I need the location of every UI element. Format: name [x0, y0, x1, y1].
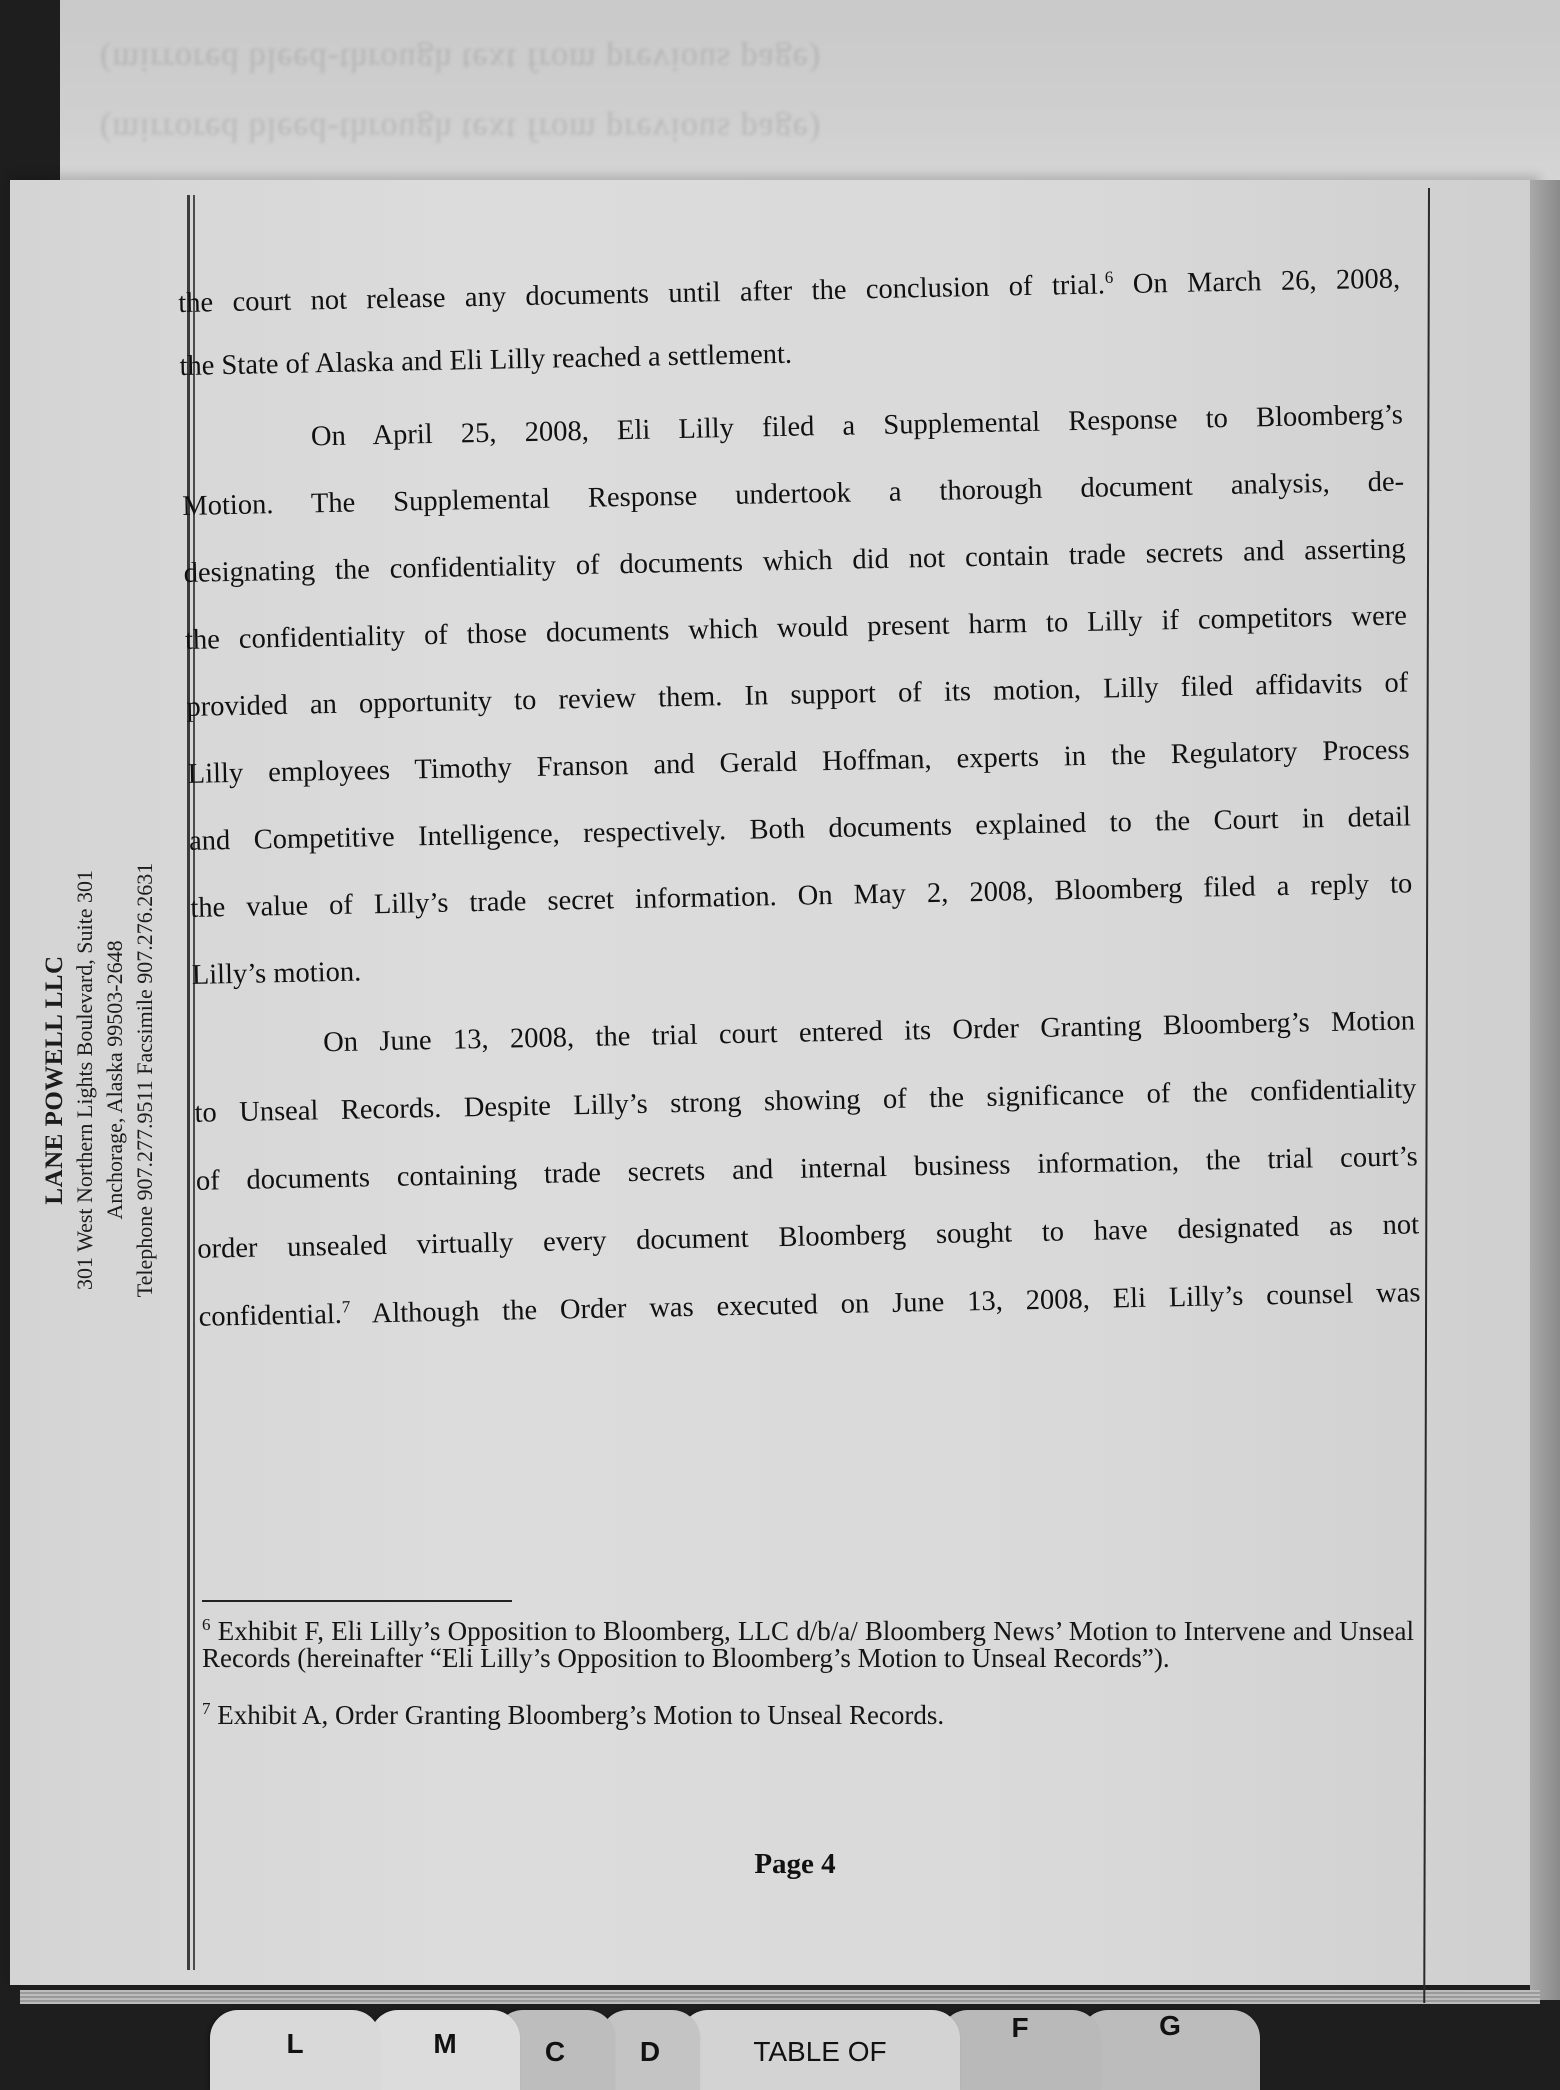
page-number: Page 4: [754, 1848, 836, 1880]
footnote-ref-7[interactable]: 7: [341, 1297, 351, 1317]
footnote-separator: [202, 1600, 512, 1602]
body-line: the court not release any documents until after the conclusion of trial.$^6$ On March 26, 2008,: [178, 263, 1401, 319]
binder-tab-table-of-contents[interactable]: TABLE OF: [680, 2010, 960, 2090]
firm-letterhead: [40, 820, 160, 1340]
firm-name: LANE POWELL LLC: [41, 955, 68, 1205]
firm-address-line1: 301 West Northern Lights Boulevard, Suite 301: [72, 869, 97, 1291]
body-line: On April 25, 2008, Eli Lilly filed a Supplemental Response to Bloomberg’s: [310, 399, 1404, 453]
body-line: of documents containing trade secrets and internal business information, the trial court’s: [195, 1141, 1418, 1197]
body-line: Motion. The Supplemental Response undertook a thorough document analysis, de-: [182, 466, 1405, 522]
body-line: the State of Alaska and Eli Lilly reached a settlement.: [179, 338, 793, 382]
previous-page-curl: [60, 0, 1560, 190]
binder-tab-l[interactable]: L: [210, 2010, 380, 2090]
page-stack-bottom: [20, 1990, 1540, 2004]
binder-tabs: [0, 2010, 1560, 2080]
footnote-6: $^6$ Exhibit F, Eli Lilly’s Opposition to Bloomberg, LLC d/b/a/ Bloomberg News’ Motion to Intervene and Unseal Records (hereinafter “Eli Lilly’s Opposition to Bloomberg’s Motion to Unseal Records”).: [202, 1615, 1415, 1673]
body-line: Lilly’s motion.: [191, 956, 362, 991]
body-line: to Unseal Records. Despite Lilly’s strong showing of the significance of the confidentiality: [194, 1073, 1417, 1129]
firm-address-line2: Anchorage, Alaska 99503-2648: [102, 940, 127, 1220]
body-line: the confidentiality of those documents which would present harm to Lilly if competitors were: [184, 600, 1408, 656]
body-line: On June 13, 2008, the trial court entered its Order Granting Bloomberg’s Motion: [322, 1005, 1416, 1059]
body-line: confidential.$^7$ Although the Order was executed on June 13, 2008, Eli Lilly’s counsel was: [198, 1277, 1421, 1333]
body-line: the value of Lilly’s trade secret information. On May 2, 2008, Bloomberg filed a reply to: [190, 868, 1413, 924]
body-line: provided an opportunity to review them. In support of its motion, Lilly filed affidavits of: [186, 667, 1409, 723]
firm-phone-fax: Telephone 907.277.9511 Facsimile 907.276.2631: [132, 862, 157, 1298]
binder-tab-g[interactable]: G: [1080, 2010, 1260, 2090]
page-stack-edge: [1530, 180, 1560, 2000]
left-margin-double-rule: [187, 195, 190, 1970]
binder-tab-m[interactable]: M: [370, 2010, 520, 2090]
body-line: Lilly employees Timothy Franson and Gerald Hoffman, experts in the Regulatory Process: [187, 734, 1410, 790]
footnotes: [202, 1600, 1414, 1759]
body-line: order unsealed virtually every document Bloomberg sought to have designated as not: [196, 1209, 1420, 1265]
footnote-7: $^7$ Exhibit A, Order Granting Bloomberg’s Motion to Unseal Records.: [202, 1699, 945, 1730]
bleed-through-line: (mirrored bleed-through text from previous page): [100, 111, 822, 148]
binder-tab-d[interactable]: D: [600, 2010, 700, 2090]
left-margin-double-rule: [193, 195, 195, 1970]
binder-tab-f[interactable]: F: [940, 2010, 1100, 2090]
bleed-through-line: (mirrored bleed-through text from previous page): [100, 41, 822, 78]
binder-tab-c[interactable]: C: [495, 2010, 615, 2090]
footnote-ref-6[interactable]: 6: [1104, 267, 1114, 287]
body-line: designating the confidentiality of documents which did not contain trade secrets and asserting: [183, 533, 1406, 589]
body-line: and Competitive Intelligence, respectively. Both documents explained to the Court in detail: [188, 801, 1412, 857]
